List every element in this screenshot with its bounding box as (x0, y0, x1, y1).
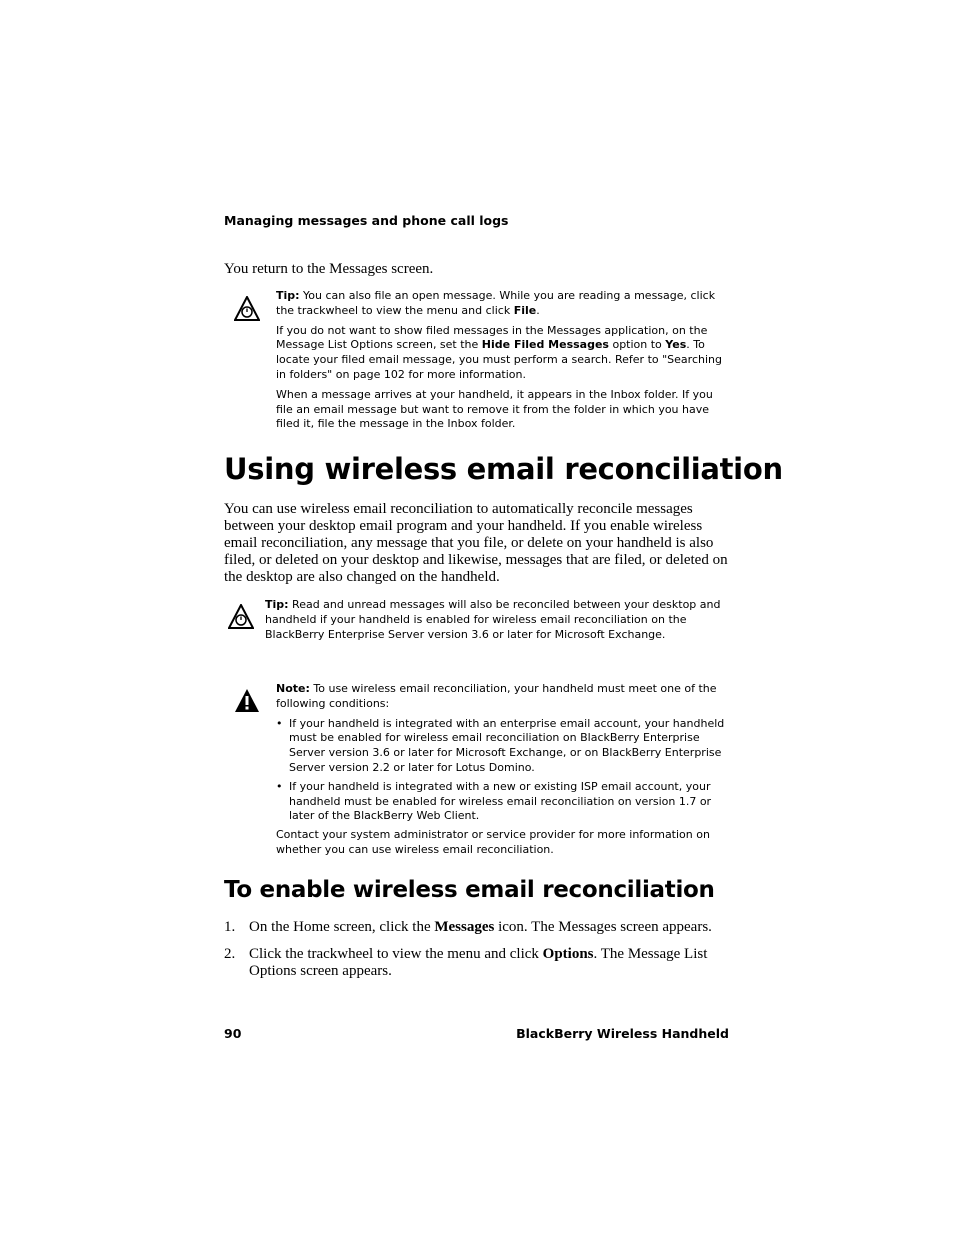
step-1: 1. On the Home screen, click the Messages icon. The Messages screen appears. (224, 919, 712, 935)
list-item: • If your handheld is integrated with an enterprise email account, your handheld must be enabled for wireless email reconciliation on BlackBerry Enterprise Server version 3.6 or later for Microsoft Exchange, or on BlackBerry Enterprise Server version 2.2 or later for Lotus Domino. (276, 716, 725, 774)
tip-icon (234, 296, 260, 322)
intro-text: You return to the Messages screen. (224, 261, 434, 277)
section-title: Using wireless email reconciliation (224, 452, 783, 486)
tip-icon (228, 604, 254, 630)
tip-1-paragraph-1: Tip: You can also file an open message. While you are reading a message, click the trackwheel to view the menu and click File. (276, 289, 716, 317)
running-head: Managing messages and phone call logs (224, 213, 509, 228)
book-title: BlackBerry Wireless Handheld (516, 1026, 729, 1041)
step-2: 2. Click the trackwheel to view the menu and click Options. The Message List Options screen appears. (224, 946, 708, 979)
note-outro: Contact your system administrator or service provider for more information on whether you can use wireless email reconciliation. (276, 828, 710, 856)
tip-block-1 (276, 289, 730, 432)
list-item: • If your handheld is integrated with a new or existing ISP email account, your handheld must be enabled for wireless email reconciliation on version 1.7 or later of the BlackBerry Web Client. (276, 779, 712, 823)
tip-1-paragraph-2: If you do not want to show filed messages in the Messages application, on the Message List Options screen, set the Hide Filed Messages option to Yes. To locate your filed email message, you must perform a search. Refer to "Searching in folders" on page 102 for more information. (276, 323, 722, 381)
procedure-title: To enable wireless email reconciliation (224, 877, 715, 903)
tip-1-paragraph-3: When a message arrives at your handheld, it appears in the Inbox folder. If you file an email message but want to remove it from the folder in which you have filed it, file the message in the Inbox folder. (276, 387, 713, 431)
tip-label: Tip: (276, 289, 300, 302)
warning-icon (234, 688, 260, 714)
note-label: Note: (276, 682, 310, 695)
section-body: You can use wireless email reconciliation to automatically reconcile messages between your desktop email program and your handheld. If you enable wireless email reconciliation, any message that you file, or delete on your handheld is also filed, or deleted on your desktop and likewise, messages that are filed, or deleted on the desktop are also changed on the handheld. (224, 501, 728, 585)
tip-block-2: Tip: Read and unread messages will also be reconciled between your desktop and handheld if your handheld is enabled for wireless email reconciliation on the BlackBerry Enterprise Server version 3.6 or later for Microsoft Exchange. (265, 598, 721, 641)
page-number: 90 (224, 1026, 242, 1041)
note-block: Note: To use wireless email reconciliation, your handheld must meet one of the following conditions: • If your handheld is integrated with an enterprise email account, your handheld must be enabled for wireless email reconciliation on BlackBerry Enterprise Server version 3.6 or later for Microsoft Exchange, or on BlackBerry Enterprise Server version 2.2 or later for Lotus Domino. • If your handheld is integrated with a new or existing ISP email account, your handheld must be enabled for wireless email reconciliation on version 1.7 or later of the BlackBerry Web Client. Contact your system administrator or service provider for more information on whether you can use wireless email reconciliation. (276, 682, 730, 858)
tip-label: Tip: (265, 598, 289, 611)
